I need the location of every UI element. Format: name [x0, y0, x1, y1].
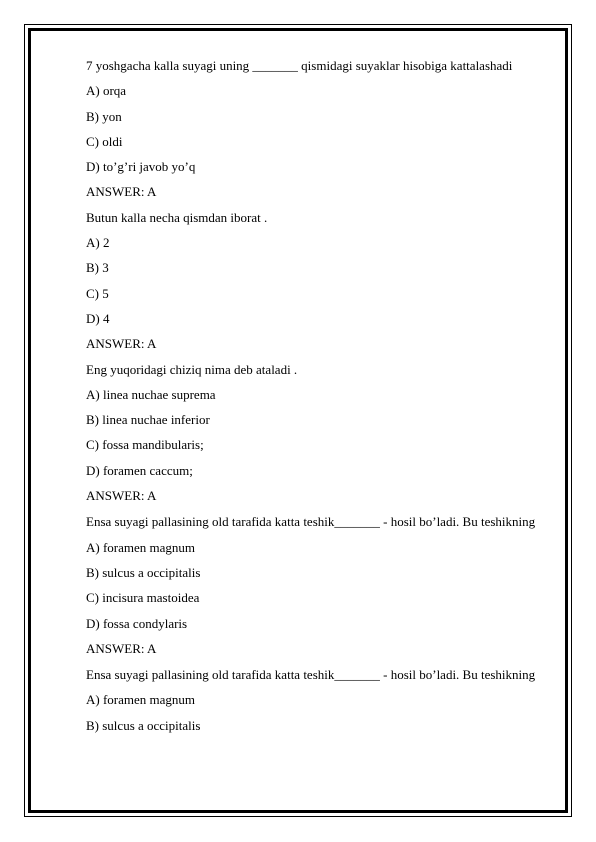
question-2-answer: ANSWER: A: [86, 336, 157, 352]
question-3-option-a: A) linea nuchae suprema: [86, 386, 216, 402]
question-1-option-d: D) to’g’ri javob yo’q: [86, 159, 196, 175]
question-3-option-d: D) foramen caccum;: [86, 462, 193, 478]
question-1-answer: ANSWER: A: [86, 184, 157, 200]
question-4-text: Ensa suyagi pallasining old tarafida katta teshik_______ - hosil bo’ladi. Bu teshikning: [86, 514, 536, 530]
question-2-option-d: D) 4: [86, 310, 110, 326]
question-5-option-b: B) sulcus a occipitalis: [86, 717, 201, 733]
question-4-option-c: C) incisura mastoidea: [86, 590, 200, 606]
question-4-answer: ANSWER: A: [86, 640, 157, 656]
question-2-option-a: A) 2: [86, 235, 110, 251]
question-3-text: Eng yuqoridagi chiziq nima deb ataladi .: [86, 361, 298, 377]
question-1-option-c: C) oldi: [86, 133, 123, 149]
question-2-option-b: B) 3: [86, 260, 109, 276]
question-2-text: Butun kalla necha qismdan iborat .: [86, 209, 268, 225]
document-body: [86, 58, 556, 743]
question-3-answer: ANSWER: A: [86, 488, 157, 504]
question-1-option-b: B) yon: [86, 108, 122, 124]
question-2-option-c: C) 5: [86, 285, 109, 301]
question-1-option-a: A) orqa: [86, 83, 127, 99]
question-4-option-b: B) sulcus a occipitalis: [86, 564, 201, 580]
question-4-option-a: A) foramen magnum: [86, 539, 196, 555]
question-3-option-c: C) fossa mandibularis;: [86, 437, 204, 453]
question-5-text: Ensa suyagi pallasining old tarafida katta teshik_______ - hosil bo’ladi. Bu teshikning: [86, 667, 536, 683]
question-4-option-d: D) fossa condylaris: [86, 615, 188, 631]
question-3-option-b: B) linea nuchae inferior: [86, 412, 210, 428]
question-1-text: 7 yoshgacha kalla suyagi uning _______ qismidagi suyaklar hisobiga kattalashadi: [86, 58, 513, 73]
question-5-option-a: A) foramen magnum: [86, 692, 196, 708]
